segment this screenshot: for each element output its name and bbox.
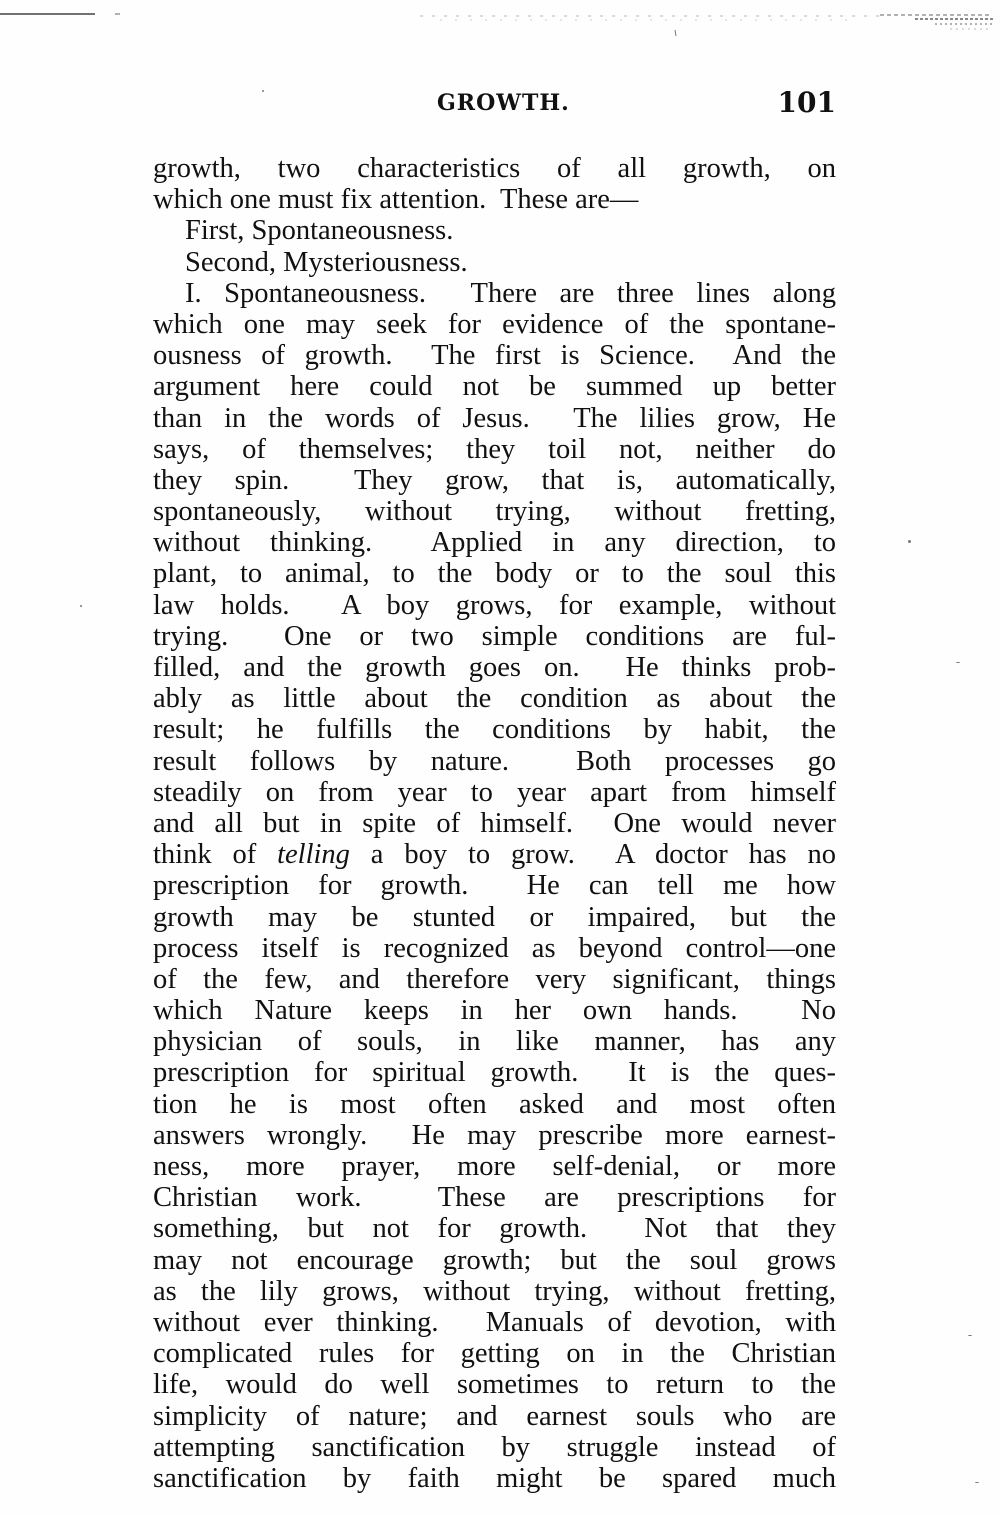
text-line: simplicity of nature; and earnest souls who are [153,1400,836,1432]
text-line: First, Spontaneousness. [185,215,454,247]
page-header [153,86,836,126]
text-line: spontaneously, without trying, without fretting, [153,496,836,528]
text-line: they spin. They grow, that is, automatically, [153,464,836,496]
text-line: plant, to animal, to the body or to the soul this [153,558,836,590]
text-line: steadily on from year to year apart from himself [153,776,836,808]
text-line: answers wrongly. He may prescribe more earnest- [153,1119,836,1151]
text-line: Second, Mysteriousness. [185,246,468,278]
text-line: prescription for growth. He can tell me how [153,870,836,902]
scan-speck [975,1482,979,1483]
text-line: something, but not for growth. Not that they [153,1213,836,1245]
scan-speck [956,662,960,663]
text-line: result follows by nature. Both processes go [153,745,836,777]
text-line: of the few, and therefore very significant, things [153,963,836,995]
text-line: Christian work. These are prescriptions for [153,1182,836,1214]
text-line: I. Spontaneousness. There are three lines along [185,277,836,309]
text-line: attempting sanctification by struggle instead of [153,1431,836,1463]
text-line: without thinking. Applied in any direction, to [153,527,836,559]
text-line: result; he fulfills the conditions by habit, the [153,714,836,746]
scan-edge-marks [0,12,1000,42]
body-text [153,153,836,1494]
text-line: ably as little about the condition as about the [153,683,836,715]
scan-speck [908,540,911,543]
text-line: filled, and the growth goes on. He thinks prob- [153,652,836,683]
scan-speck [80,605,82,607]
text-line: ousness of growth. The first is Science. And the [153,340,836,372]
text-line: process itself is recognized as beyond control—one [153,932,836,964]
text-line: life, would do well sometimes to return to the [153,1369,836,1401]
text-line: trying. One or two simple conditions are ful- [153,620,836,652]
text-line: sanctification by faith might be spared much [153,1462,836,1494]
page-number: 101 [777,86,836,119]
text-line: which one must fix attention. These are— [153,184,639,216]
italic-word: telling [277,839,350,871]
text-line: growth may be stunted or impaired, but the [153,901,836,933]
text-line: as the lily grows, without trying, without fretting, [153,1275,836,1307]
text-line: physician of souls, in like manner, has any [153,1026,836,1058]
text-line: than in the words of Jesus. The lilies grow, He [153,402,836,434]
text-line: law holds. A boy grows, for example, without [153,589,836,621]
scan-speck [968,1335,972,1336]
text-line [153,839,836,870]
text-line: and all but in spite of himself. One would never [153,807,836,839]
running-title: GROWTH. [437,90,570,116]
text-line: prescription for spiritual growth. It is the ques- [153,1057,836,1089]
text-segment: think of [153,839,278,871]
text-segment: a boy to grow. A doctor has no [349,839,836,871]
text-line: complicated rules for getting on in the Christian [153,1338,836,1370]
text-line: says, of themselves; they toil not, neither do [153,433,836,465]
text-line: ness, more prayer, more self-denial, or more [153,1151,836,1182]
text-line: argument here could not be summed up better [153,371,836,403]
text-line: which Nature keeps in her own hands. No [153,995,836,1027]
text-line: growth, two characteristics of all growth, on [153,153,836,184]
text-line: may not encourage growth; but the soul grows [153,1244,836,1276]
text-line: without ever thinking. Manuals of devotion, with [153,1306,836,1338]
text-line: tion he is most often asked and most often [153,1088,836,1120]
text-line: which one may seek for evidence of the spontane- [153,308,836,340]
